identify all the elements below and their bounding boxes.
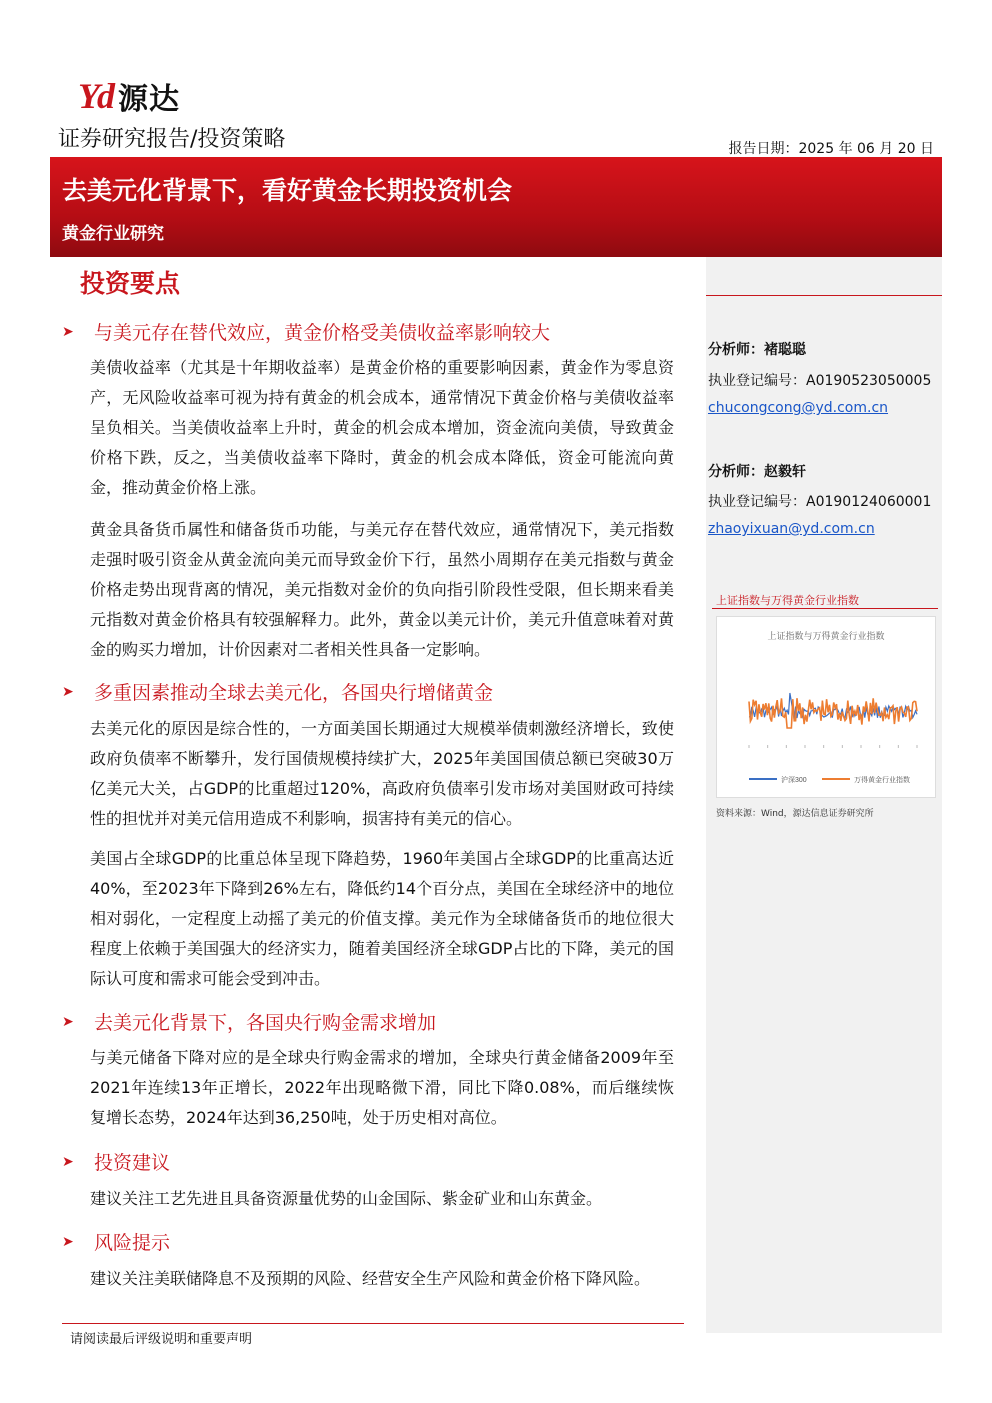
paragraph-7: 建议关注美联储降息不及预期的风险、经营安全生产风险和黄金价格下降风险。 bbox=[90, 1269, 651, 1288]
report-date: 报告日期：2025 年 06 月 20 日 bbox=[728, 141, 934, 157]
bullet-heading-5 bbox=[62, 1228, 170, 1255]
chart-lines bbox=[749, 693, 917, 728]
paragraph-3: 去美元化的原因是综合性的，一方面美国长期通过大规模举债刺激经济增长，致使政府负债率不断攀升，发行国债规模持续扩大，2025年美国国债总额已突破30万亿美元大关，占GDP的比重超过120%，高政府负债率引发市场对美国财政可持续性的担忧并对美元信用造成不利影响，损害持有美元的信心。 bbox=[90, 719, 674, 828]
title-banner bbox=[50, 157, 942, 257]
bullet-heading-3-text: 去美元化背景下，各国央行购金需求增加 bbox=[94, 1012, 437, 1034]
sidebar-rule bbox=[706, 295, 942, 296]
logo-text: 源达 bbox=[118, 82, 180, 117]
series-line-2 bbox=[749, 698, 917, 728]
footer-note: 请阅读最后评级说明和重要声明 bbox=[70, 1332, 253, 1347]
report-title: 去美元化背景下，看好黄金长期投资机会 bbox=[62, 176, 513, 205]
paragraph-1: 美债收益率（尤其是十年期收益率）是黄金价格的重要影响因素，黄金作为零息资产，无风险收益率可视为持有黄金的机会成本，通常情况下黄金价格与美债收益率呈负相关。当美债收益率上升时，黄金的机会成本增加，资金流向美债，导致黄金价格下跌，反之，当美债收益率下降时，黄金的机会成本降低，资金可能流向黄金，推动黄金价格上涨。 bbox=[90, 358, 674, 497]
bullet-heading-1-text: 与美元存在替代效应，黄金价格受美债收益率影响较大 bbox=[94, 322, 551, 344]
arrow-bullet-icon: ➤ bbox=[62, 1233, 74, 1250]
chart-inner-title: 上证指数与万得黄金行业指数 bbox=[767, 631, 885, 641]
bullet-heading-1 bbox=[62, 318, 550, 345]
analyst-2-reg: 执业登记编号：A0190124060001 bbox=[708, 494, 932, 510]
index-chart bbox=[717, 617, 935, 797]
analyst-2-name: 分析师：赵毅轩 bbox=[708, 464, 806, 480]
bullet-heading-4-text: 投资建议 bbox=[94, 1152, 171, 1174]
footer-rule bbox=[62, 1323, 684, 1324]
section-heading: 投资要点 bbox=[80, 269, 181, 298]
paragraph-4: 美国占全球GDP的比重总体呈现下降趋势，1960年美国占全球GDP的比重高达近40%，至2023年下降到26%左右，降低约14个百分点，美国在全球经济中的地位相对弱化，一定程度上动摇了美元的价值支撑。美元作为全球储备货币的地位很大程度上依赖于美国强大的经济实力，随着美国经济全球GDP占比的下降，美元的国际认可度和需求可能会受到冲击。 bbox=[90, 849, 674, 988]
bullet-heading-2-text: 多重因素推动全球去美元化，各国央行增储黄金 bbox=[94, 682, 494, 704]
legend-label-1: 沪深300 bbox=[781, 777, 807, 784]
chart-box bbox=[716, 616, 936, 798]
arrow-bullet-icon: ➤ bbox=[62, 683, 74, 700]
paragraph-2: 黄金具备货币属性和储备货币功能，与美元存在替代效应，通常情况下，美元指数走强时吸引资金从黄金流向美元而导致金价下行，虽然小周期存在美元指数与黄金价格走势出现背离的情况，美元指数对金价的负向指引阶段性受限，但长期来看美元指数对黄金价格具有较强解释力。此外，黄金以美元计价，美元升值意味着对黄金的购买力增加，计价因素对二者相关性具备一定影响。 bbox=[90, 520, 674, 659]
legend-label-2: 万得黄金行业指数 bbox=[854, 777, 910, 784]
bullet-heading-3 bbox=[62, 1008, 436, 1035]
report-subtitle: 黄金行业研究 bbox=[62, 224, 164, 244]
brand-logo bbox=[78, 76, 180, 116]
bullet-heading-2 bbox=[62, 678, 493, 705]
analyst-2-email[interactable]: zhaoyixuan@yd.com.cn bbox=[708, 521, 875, 537]
chart-xticks bbox=[749, 745, 917, 748]
arrow-bullet-icon: ➤ bbox=[62, 1013, 74, 1030]
paragraph-6: 建议关注工艺先进且具备资源量优势的山金国际、紫金矿业和山东黄金。 bbox=[90, 1189, 603, 1208]
chart-caption: 上证指数与万得黄金行业指数 bbox=[716, 594, 859, 607]
chart-caption-rule bbox=[712, 608, 938, 609]
chart-source: 资料来源：Wind，源达信息证券研究所 bbox=[716, 809, 874, 819]
paragraph-5: 与美元储备下降对应的是全球央行购金需求的增加，全球央行黄金储备2009年至2021年连续13年正增长，2022年出现略微下滑，同比下降0.08%，而后继续恢复增长态势，2024年达到36,250吨，处于历史相对高位。 bbox=[90, 1048, 674, 1127]
analyst-1-name: 分析师：褚聪聪 bbox=[708, 342, 806, 358]
report-type: 证券研究报告/投资策略 bbox=[58, 127, 286, 152]
bullet-heading-4 bbox=[62, 1148, 170, 1175]
arrow-bullet-icon: ➤ bbox=[62, 1153, 74, 1170]
bullet-heading-5-text: 风险提示 bbox=[94, 1232, 171, 1254]
arrow-bullet-icon: ➤ bbox=[62, 323, 74, 340]
analyst-1-email[interactable]: chucongcong@yd.com.cn bbox=[708, 400, 889, 416]
logo-mark: Yd bbox=[78, 76, 112, 116]
analyst-1-reg: 执业登记编号：A0190523050005 bbox=[708, 373, 932, 389]
